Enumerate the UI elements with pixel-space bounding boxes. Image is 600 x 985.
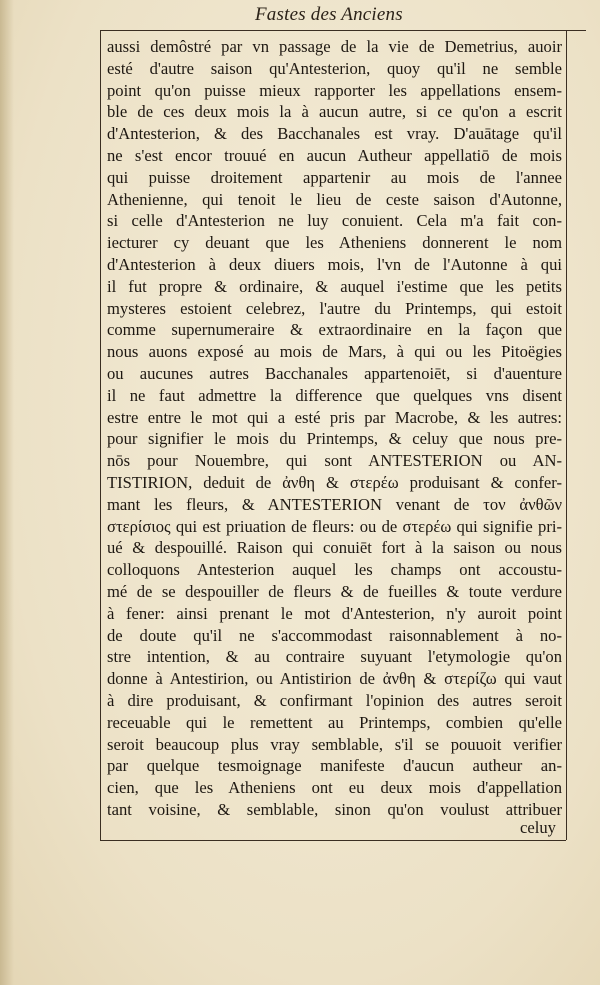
text-line: point qu'on puisse mieux rapporter les appellations ensem- <box>107 80 562 100</box>
text-line: στερίσιος qui est priuation de fleurs: ou de στερέω qui signifie pri- <box>107 516 562 536</box>
text-line: ble de ces deux mois la à aucun autre, si ce qu'on a escrit <box>107 102 562 122</box>
text-line: il ne faut admettre la difference que quelques vns disent <box>107 385 562 405</box>
text-line: si celle d'Antesterion ne luy conuient. Cela m'a fait con- <box>107 211 562 231</box>
text-line: Athenienne, qui tenoit le lieu de ceste saison d'Autonne, <box>107 189 562 209</box>
top-rule <box>100 30 586 31</box>
left-rule <box>100 30 101 840</box>
text-line: receuable qui le remettent au Printemps, combien qu'elle <box>107 712 562 732</box>
text-line: mé de se despouiller de fleurs & de fueilles & toute verdure <box>107 581 562 601</box>
running-head: Fastes des Anciens <box>255 4 403 25</box>
text-line: tant voisine, & semblable, sinon qu'on voulust attribuer <box>107 799 562 819</box>
text-line: TISTIRION, deduit de ἀνθη & στερέω produisant & confer- <box>107 472 562 492</box>
text-line: à fener: ainsi prenant le mot d'Antesterion, n'y auroit point <box>107 603 562 623</box>
text-line: estre entre le mot qui a esté pris par Macrobe, & les autres: <box>107 407 562 427</box>
text-line: stre intention, & au contraire suyuant l'etymologie qu'on <box>107 647 562 667</box>
text-line: qui puisse droitement appartenir au mois de l'annee <box>107 167 562 187</box>
text-line: iecturer cy deuant que les Atheniens donnerent le nom <box>107 233 562 253</box>
bottom-rule <box>100 840 566 841</box>
text-line: ué & despouillé. Raison qui conuiēt fort à la saison ou nous <box>107 538 562 558</box>
text-line: d'Antesterion à deux diuers mois, l'vn de l'Autonne à qui <box>107 254 562 274</box>
text-line: à dire produisant, & confirmant l'opinion des autres seroit <box>107 690 562 710</box>
right-rule <box>566 30 567 840</box>
text-line: pour signifier le mois du Printemps, & celuy que nous pre- <box>107 429 562 449</box>
text-line: ou aucunes autres Bacchanales appartenoiēt, si d'auenture <box>107 363 562 383</box>
text-line: d'Antesterion, & des Bacchanales est vray. D'auātage qu'il <box>107 124 562 144</box>
text-line: aussi demôstré par vn passage de la vie de Demetrius, auoir <box>107 37 562 56</box>
text-line: colloquons Antesterion auquel les champs ont accoustu- <box>107 560 562 580</box>
text-line: par quelque tesmoignage manifeste d'aucun autheur an- <box>107 756 562 776</box>
text-line: nous auons exposé au mois de Mars, à qui ou les Pitoëgies <box>107 342 562 362</box>
text-line: il fut propre & ordinaire, & auquel i'estime que les petits <box>107 276 562 296</box>
text-line: nōs pour Nouembre, qui sont ANTESTERION ou AN- <box>107 451 562 471</box>
text-line: comme supernumeraire & extraordinaire en la façon que <box>107 320 562 340</box>
catchword: celuy <box>520 818 556 837</box>
text-line: esté d'autre saison qu'Antesterion, quoy qu'il ne semble <box>107 58 562 78</box>
text-line: de doute qu'il ne s'accommodast raisonnablement à no- <box>107 625 562 645</box>
text-line: ne s'est encor trouué en aucun Autheur appellatiō de mois <box>107 145 562 165</box>
text-line: mysteres estoient celebrez, l'autre du Printemps, qui estoit <box>107 298 562 318</box>
text-line: donne à Antestirion, ou Antistirion de ἀνθη & στερίζω qui vaut <box>107 669 562 689</box>
text-line: mant les fleurs, & ANTESTERION venant de τον ἀνθῶν <box>107 494 562 514</box>
text-line: cien, que les Atheniens ont eu deux mois d'appellation <box>107 778 562 798</box>
page-edge-shadow <box>0 0 14 985</box>
text-line: seroit beaucoup plus vray semblable, s'il se pouuoit verifier <box>107 734 562 754</box>
body-text <box>107 36 562 821</box>
